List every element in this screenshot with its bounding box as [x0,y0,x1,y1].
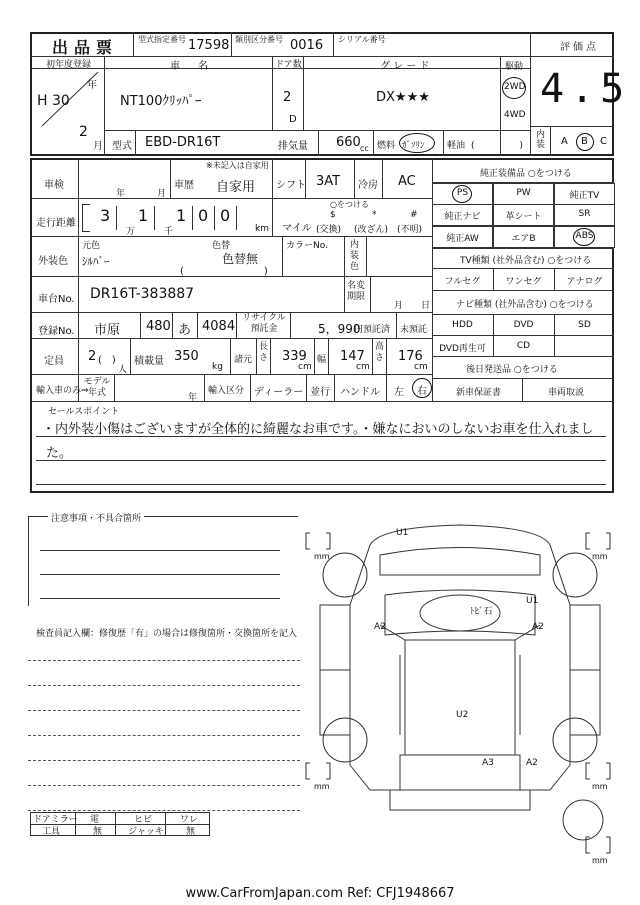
grade-value: DX★★★ [376,90,430,105]
first-reg-year-unit: 年 [87,80,97,91]
genuine-item: PW [516,188,531,198]
genuine-item: 革シート [505,212,542,222]
displacement-value: 660 [336,135,361,150]
grade-score-label: 評価点 [560,42,599,53]
handle-left: 左 [394,387,404,398]
diesel-label: 軽油 [447,141,466,151]
tv-item: ワンセグ [505,277,542,287]
reg-area: 市原 [94,323,121,338]
acc-r2-c3: ジャッキ [128,827,164,837]
mm-label-5: mm [592,856,608,865]
capacity-value: 2 [88,349,97,364]
reg-no: 4084 [202,319,236,334]
color-label: 外装色 [38,256,68,267]
displacement-unit: cc [360,144,369,153]
mileage-digit: 3 [100,206,111,225]
load-value: 350 [174,349,199,364]
genuine-item: SR [578,209,591,219]
doors-sub: D [289,114,297,125]
navi-item: DVD再生可 [439,344,486,354]
repaint-value: 色替無 [222,252,259,266]
tv-item: アナログ [566,277,603,287]
mileage-label: 走行距離 [36,218,76,229]
history-value: 自家用 [216,180,256,195]
diesel-paren: ( ) [471,141,524,151]
later-item-2: 車両取説 [548,388,585,398]
mile-opt3: # [410,210,418,220]
interior-c: C [600,136,607,147]
title-expiry-label: 名変期限 [347,281,366,302]
genuine-item: 純正AW [446,234,479,244]
inspector-line [28,685,300,686]
car-name-label: 車 名 [170,61,212,72]
mile-check: ○をつける [330,200,369,209]
length-label: 長さ [259,342,269,363]
mark-u1-right: U1 [526,596,539,606]
grade-label: グ レ ー ド [380,61,430,72]
page-title: 出品票 [52,38,119,57]
color-no-label: カラーNo. [286,241,328,251]
interior-color-label: 内装色 [350,240,360,272]
recycle-label: リサイクル預託金 [242,313,286,334]
genuine-circle [573,228,595,246]
width-value: 147 [340,349,365,364]
drive-label: 駆動 [505,62,524,72]
fuel-label: 燃料 [377,141,396,151]
mark-u1-top: U1 [396,528,409,538]
first-reg-month-unit: 月 [93,141,103,152]
inspector-line [28,735,300,736]
mileage-digit: 0 [220,206,231,225]
genuine-item: ABS [575,231,594,241]
import-class-label: 輸入区分 [208,386,245,396]
navi-title: ナビ種類 (社外品含む) ○をつける [456,300,594,310]
ac-value: AC [398,174,416,189]
serial-label: シリアル番号 [338,35,386,44]
title-expiry-md: 月 日 [394,301,431,311]
mileage-unit: km [255,224,269,234]
chassis-value: DR16T-383887 [90,286,195,302]
mm-label-3: mm [314,782,330,791]
mark-a2-left: A2 [374,622,386,632]
shift-label: シフト [276,180,306,191]
navi-item: DVD [513,320,534,330]
dealer: ディーラー [254,387,304,398]
inspector-line [28,760,300,761]
original-color-label: 元色 [82,241,101,251]
parallel: 並行 [310,387,330,398]
sales-point-line2: た。 [46,446,73,461]
height-label: 高さ [375,342,385,363]
mileage-digit: 1 [176,206,187,225]
first-reg-era-year: H 30 [37,93,70,109]
length-value: 339 [282,349,307,364]
fuel-value: ｶﾞｿﾘﾝ [402,141,425,151]
width-label: 幅 [317,355,327,365]
footer-ref: www.CarFromJapan.com Ref: CFJ1948667 [185,886,455,901]
navi-item: HDD [452,320,473,330]
sales-point-line1: ・内外装小傷はございますが全体的に綺麗なお車です。・嫌なにおいのしないお車を仕入れまし [42,422,594,437]
interior-a: A [561,136,568,147]
mile-label: マイル [282,223,312,234]
original-color: ｼﾙﾊﾞｰ [82,255,110,268]
inspector-line [28,660,300,661]
genuine-item: PS [456,188,469,198]
mile-opt3b: (不明) [397,225,423,235]
capacity-label: 定員 [44,356,64,367]
genuine-item: 純正TV [569,191,600,201]
mile-opt2: * [372,210,377,220]
inspector-line [28,785,300,786]
acc-r1-c1: ドアミラー [33,815,78,825]
mm-label-4: mm [592,782,608,791]
grade-score: 4.5 [540,66,631,112]
history-note: ※未記入は自家用 [206,161,269,170]
chassis-label: 車台No. [38,294,75,305]
drive-4wd: 4WD [504,110,526,120]
width-unit: cm [356,362,370,372]
later-title: 後日発送品 ○をつける [466,365,558,375]
inspector-line [28,710,300,711]
inspector-line [28,810,300,811]
repaint-paren: ( ) [180,266,268,277]
recycle-amount: 5，990 [318,322,361,336]
interior-label: 内装 [536,130,546,150]
mileage-digit: 1 [138,206,149,225]
mark-a3: A3 [482,758,494,768]
import-model-label: モデル年式 [83,377,111,398]
handle-label: ハンドル [340,387,380,398]
interior-b: B [581,136,588,147]
navi-item: SD [578,320,591,330]
doors-label: ドア数 [275,60,302,70]
reg-label: 登録No. [38,326,75,337]
mile-opt1b: (交換) [316,225,342,235]
mm-label-2: mm [592,552,608,561]
genuine-item: 純正ナビ [444,212,481,222]
genuine-circle [452,185,472,203]
reg-kana: あ [178,323,192,338]
recycle-unit: 円預託済 [354,325,391,335]
inspection-month: 月 [157,189,167,199]
caution-frame [28,516,298,606]
model-spec-no: 17598 [188,38,230,53]
mark-a2-right: A2 [532,622,544,632]
mileage-unit: 千 [164,227,174,237]
inspector-label: 検査員記入欄：修復歴「有」の場合は修復箇所・交換箇所を記入 [36,629,298,639]
load-label: 積載量 [134,356,164,367]
model-label: 型式 [112,141,132,152]
doors-value: 2 [283,90,292,105]
ac-label: 冷房 [358,180,378,191]
mark-tobiishi: ﾄﾋﾞ石 [470,607,493,617]
displacement-label: 排気量 [278,141,308,152]
sales-point-label: セールスポイント [48,407,120,417]
mileage-digit: 0 [198,206,209,225]
first-reg-label: 初年度登録 [46,60,92,70]
load-unit: kg [212,362,223,372]
inspection-label: 車検 [44,180,64,191]
reg-class: 480 [146,319,171,334]
model-value: EBD-DR16T [145,135,221,150]
import-year: 年 [188,393,198,403]
acc-r1-c3: ヒビ [134,815,153,825]
capacity-paren: ( ) [98,355,116,366]
model-spec-label: 型式指定番号 [138,35,186,44]
mile-opt2b: (改ざん) [354,225,389,235]
shift-value: 3AT [316,174,341,189]
genuine-item: エアB [511,234,536,244]
later-item-1: 新車保証書 [456,388,502,398]
repaint-label: 色替 [212,241,231,251]
recycle-not: 未預託 [400,325,428,335]
mark-a2-rear: A2 [526,758,538,768]
dims-label: 諸元 [234,355,253,365]
inspection-year: 年 [116,189,126,199]
height-value: 176 [398,349,423,364]
handle-right: 右 [417,386,427,397]
acc-r2-c1: 工具 [42,827,61,837]
length-unit: cm [298,362,312,372]
tv-title: TV種類 (社外品含む) ○をつける [460,256,592,266]
drive-2wd: 2WD [504,82,526,92]
tv-item: フルセグ [444,277,481,287]
acc-r2-c2: 無 [93,827,103,837]
height-unit: cm [414,362,428,372]
mm-label-1: mm [314,552,330,561]
category-label: 類別区分番号 [235,35,283,44]
caution-label: 注意事項・不具合箇所 [48,511,144,524]
genuine-title: 純正装備品 ○をつける [480,169,572,179]
acc-r1-c2: 電 [90,815,100,825]
mileage-unit: 万 [126,227,136,237]
acc-r2-c4: 無 [186,827,196,837]
mark-u2: U2 [456,710,469,720]
mileage-bracket-open [82,204,90,232]
import-label: 輸入車のみ⇒ [36,386,89,396]
car-name: NT100ｸﾘｯﾊﾟｰ [120,94,202,109]
mile-opt1: $ [330,210,336,220]
first-reg-month: 2 [79,124,88,140]
acc-r1-c4: ワレ [180,815,199,825]
history-label: 車歴 [174,180,194,191]
car-diagram [300,515,620,870]
category-no: 0016 [290,38,324,53]
navi-item: CD [516,341,531,351]
capacity-unit: 人 [118,365,128,375]
